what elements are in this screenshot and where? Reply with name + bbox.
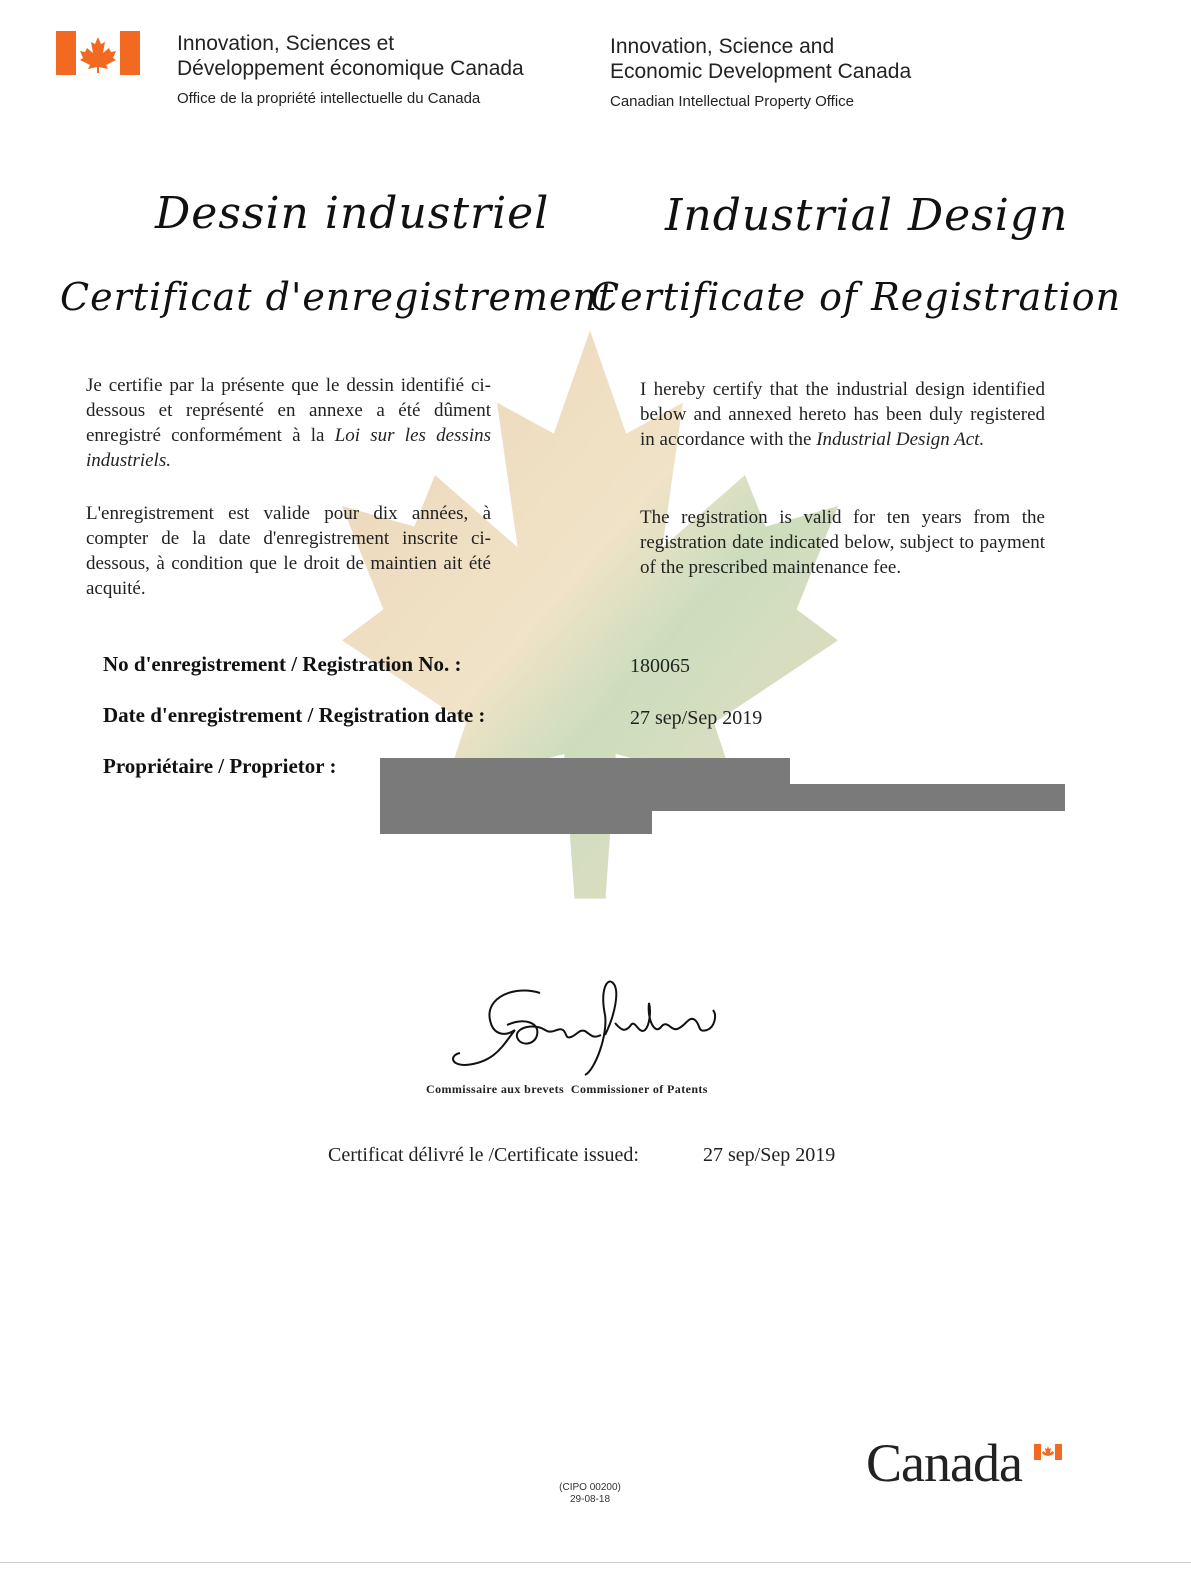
- signature-caption-fr: Commissaire aux brevets: [426, 1082, 565, 1096]
- paragraph-en-certify: [640, 377, 1045, 452]
- act-name-en: Industrial Design Act.: [816, 429, 985, 450]
- dept-en-line2: Economic Development Canada: [610, 60, 912, 83]
- form-code-date: 29-08-18: [569, 1494, 611, 1505]
- form-code-number: (CIPO 00200): [559, 1482, 621, 1493]
- paragraph-en-certify-text: I hereby certify that the industrial design identified below and annexed hereto has been duly registered in accordance with the: [640, 379, 1045, 450]
- signature-caption: [426, 1082, 708, 1097]
- redacted-proprietor-line1: [380, 758, 790, 784]
- redacted-proprietor-line3: [380, 811, 652, 834]
- paragraph-fr-validity: L'enregistrement est valide pour dix années, à compter de la date d'enregistrement inscrite ci-dessous, à condition que le droit de maintien ait été acquité.: [86, 503, 491, 599]
- title-fr-certificate: Certificat d'enregistrement: [60, 275, 615, 319]
- wordmark-flag-icon: [1034, 1444, 1062, 1460]
- commissioner-signature: [445, 975, 735, 1080]
- paragraph-fr-certify-text: Je certifie par la présente que le dessin identifié ci-dessous et représenté en annexe a été dûment enregistré conformément à la: [86, 375, 491, 446]
- office-name-en: Canadian Intellectual Property Office: [610, 93, 855, 110]
- dept-fr-line1: Innovation, Sciences et: [177, 32, 395, 55]
- dept-en-line1: Innovation, Science and: [610, 35, 835, 58]
- dept-fr-line2: Développement économique Canada: [177, 57, 524, 80]
- registration-number-value: 180065: [630, 655, 690, 677]
- form-code: [540, 1482, 640, 1506]
- canada-flag-icon: [56, 31, 140, 75]
- paragraph-fr-certify: [86, 373, 491, 473]
- certificate-issued-value: 27 sep/Sep 2019: [703, 1144, 836, 1166]
- title-en-certificate: Certificate of Registration: [590, 275, 1122, 319]
- paragraph-en-validity: The registration is valid for ten years from the registration date indicated below, subject to payment of the prescribed maintenance fee.: [640, 507, 1045, 578]
- dept-name-en: [610, 34, 911, 84]
- certificate-issued-label: Certificat délivré le /Certificate issued:: [328, 1144, 639, 1166]
- signature-caption-en: Commissioner of Patents: [570, 1082, 708, 1096]
- proprietor-label: Propriétaire / Proprietor :: [103, 754, 337, 778]
- dept-name-fr: [177, 31, 524, 81]
- redacted-proprietor-line2: [380, 784, 1065, 811]
- office-name-fr: Office de la propriété intellectuelle du Canada: [177, 90, 481, 107]
- canada-wordmark: Canada: [866, 1433, 1022, 1493]
- title-en-design: Industrial Design: [665, 190, 1069, 241]
- registration-date-label: Date d'enregistrement / Registration date :: [103, 703, 486, 727]
- act-name-fr: Loi sur les dessins industriels.: [86, 425, 492, 471]
- registration-date-value: 27 sep/Sep 2019: [630, 707, 763, 729]
- registration-number-label: No d'enregistrement / Registration No. :: [103, 652, 462, 676]
- bottom-rule: [0, 1562, 1191, 1563]
- title-fr-design: Dessin industriel: [155, 188, 550, 239]
